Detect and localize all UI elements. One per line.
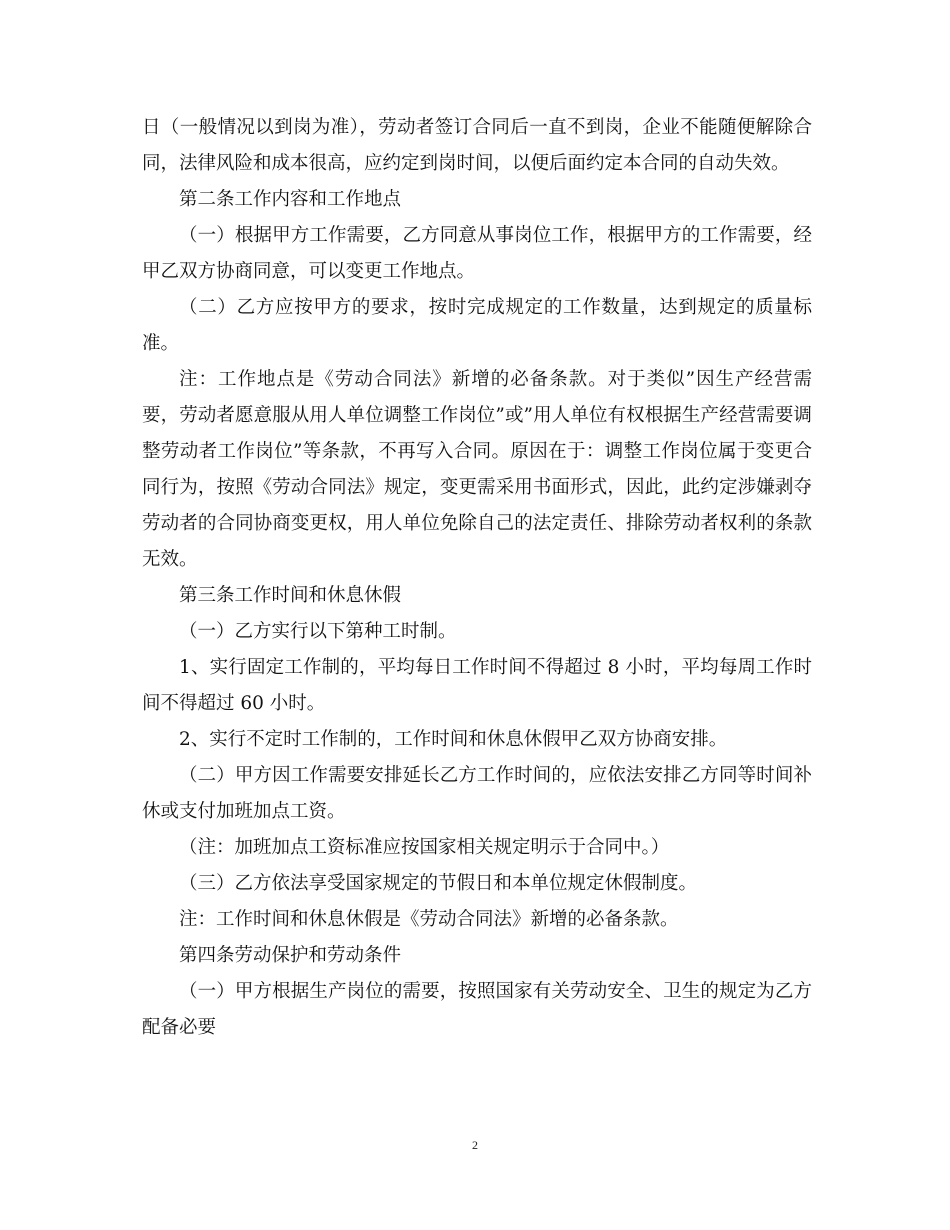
paragraph-note-work-location: 注：工作地点是《劳动合同法》新增的必备条款。对于类似”因生产经营需要，劳动者愿意服从用人单位调整工作岗位”或”用人单位有权根据生产经营需要调整劳动者工作岗位”等条款，不再写入合同。原因在于：调整工作岗位属于变更合同行为，按照《劳动合同法》规定，变更需采用书面形式，因此，此约定涉嫌剥夺劳动者的合同协商变更权，用人单位免除自己的法定责任、排除劳动者权利的条款无效。	[142, 369, 812, 570]
paragraph-article-3-item-1: （一）乙方实行以下第种工时制。	[179, 621, 457, 642]
paragraph-article-3-heading: 第三条工作时间和休息休假	[179, 585, 402, 606]
paragraph-article-2-item-2: （二）乙方应按甲方的要求，按时完成规定的工作数量，达到规定的质量标准。	[142, 297, 812, 354]
page-number: 2	[472, 1138, 478, 1152]
paragraph-article-4-heading: 第四条劳动保护和劳动条件	[179, 945, 402, 966]
paragraph-1: 日（一般情况以到岗为准），劳动者签订合同后一直不到岗，企业不能随便解除合同，法律风险和成本很高，应约定到岗时间，以便后面约定本合同的自动失效。	[142, 117, 812, 174]
paragraph-article-2-heading: 第二条工作内容和工作地点	[179, 189, 402, 210]
paragraph-article-2-item-1: （一）根据甲方工作需要，乙方同意从事岗位工作，根据甲方的工作需要，经甲乙双方协商同意，可以变更工作地点。	[142, 225, 812, 282]
document-body	[142, 110, 812, 1046]
paragraph-note-working-hours: 注：工作时间和休息休假是《劳动合同法》新增的必备条款。	[179, 909, 679, 930]
paragraph-article-4-item-1: （一）甲方根据生产岗位的需要，按照国家有关劳动安全、卫生的规定为乙方配备必要	[142, 981, 812, 1038]
paragraph-article-3-item-3: （三）乙方依法享受国家规定的节假日和本单位规定休假制度。	[179, 873, 698, 894]
paragraph-note-overtime: （注：加班加点工资标准应按国家相关规定明示于合同中。）	[179, 837, 670, 858]
paragraph-article-3-item-2: （二）甲方因工作需要安排延长乙方工作时间的，应依法安排乙方同等时间补休或支付加班加点工资。	[142, 765, 812, 822]
paragraph-article-3-item-1-2: 2、实行不定时工作制的，工作时间和休息休假甲乙双方协商安排。	[179, 729, 728, 750]
paragraph-article-3-item-1-1: 1、实行固定工作制的，平均每日工作时间不得超过 8 小时，平均每周工作时间不得超过 60 小时。	[142, 657, 812, 714]
